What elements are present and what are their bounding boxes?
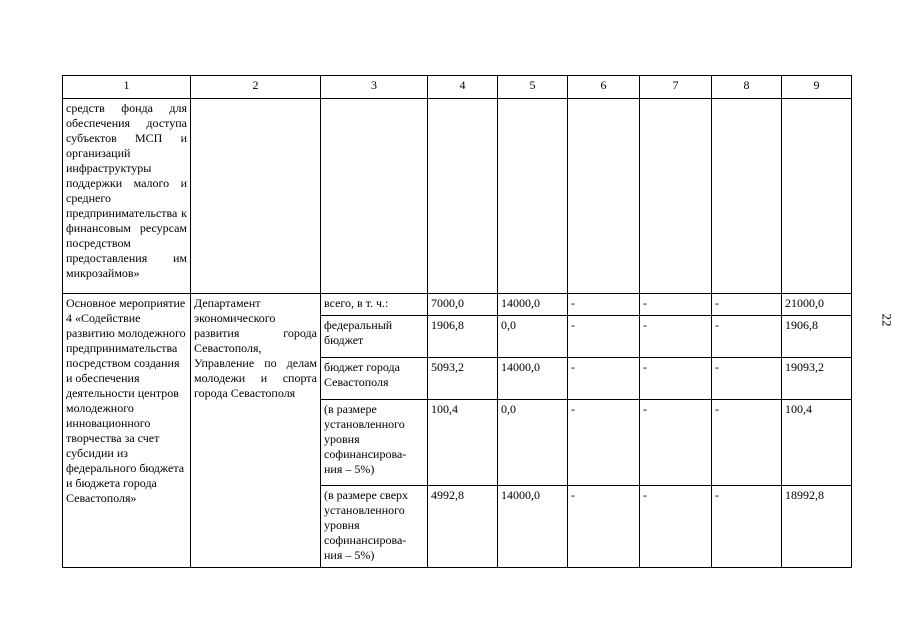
value-cell: 0,0 <box>498 400 568 486</box>
budget-table <box>62 75 852 568</box>
column-header: 7 <box>640 76 712 99</box>
continuation-text: средств фонда для обеспечения доступа субъектов МСП и организаций инфраструктуры поддержки малого и среднего предпринимательства к финансовым ресурсам посредством предоставления им микрозаймов» <box>63 99 191 294</box>
funding-source: (в размере сверх установленного уровня софинансирова-ния – 5%) <box>321 486 428 568</box>
column-header: 1 <box>63 76 191 99</box>
empty-cell <box>640 99 712 294</box>
empty-cell <box>191 99 321 294</box>
empty-cell <box>712 99 782 294</box>
empty-cell <box>321 99 428 294</box>
value-cell: - <box>568 358 640 400</box>
value-cell: - <box>640 316 712 358</box>
column-header: 4 <box>428 76 498 99</box>
empty-cell <box>568 99 640 294</box>
value-cell: - <box>568 486 640 568</box>
table-row <box>63 294 852 316</box>
value-cell: 100,4 <box>782 400 852 486</box>
value-cell: - <box>640 294 712 316</box>
column-header: 6 <box>568 76 640 99</box>
continuation-row <box>63 99 852 294</box>
value-cell: - <box>568 316 640 358</box>
empty-cell <box>782 99 852 294</box>
column-header: 5 <box>498 76 568 99</box>
value-cell: 5093,2 <box>428 358 498 400</box>
value-cell: 100,4 <box>428 400 498 486</box>
value-cell: 4992,8 <box>428 486 498 568</box>
value-cell: 21000,0 <box>782 294 852 316</box>
column-header: 3 <box>321 76 428 99</box>
value-cell: - <box>712 316 782 358</box>
value-cell: 1906,8 <box>428 316 498 358</box>
page-number: 22 <box>879 313 895 327</box>
value-cell: - <box>568 400 640 486</box>
funding-source: (в размере установленного уровня софинансирова-ния – 5%) <box>321 400 428 486</box>
empty-cell <box>498 99 568 294</box>
value-cell: - <box>640 358 712 400</box>
empty-cell <box>428 99 498 294</box>
column-header: 2 <box>191 76 321 99</box>
value-cell: 7000,0 <box>428 294 498 316</box>
value-cell: 0,0 <box>498 316 568 358</box>
header-row <box>63 76 852 99</box>
value-cell: 1906,8 <box>782 316 852 358</box>
value-cell: - <box>712 486 782 568</box>
value-cell: - <box>712 358 782 400</box>
column-header: 8 <box>712 76 782 99</box>
value-cell: - <box>640 486 712 568</box>
value-cell: 14000,0 <box>498 486 568 568</box>
value-cell: - <box>712 400 782 486</box>
funding-source: бюджет города Севастополя <box>321 358 428 400</box>
measure-executor: Департамент экономического развития города Севастополя, Управление по делам молодежи и спорта города Севастополя <box>191 294 321 568</box>
value-cell: - <box>640 400 712 486</box>
funding-source: всего, в т. ч.: <box>321 294 428 316</box>
measure-title: Основное мероприятие 4 «Содействие развитию молодежного предпринимательства посредством создания и обеспечения деятельности центров молодежного инновационного творчества за счет субсидии из федерального бюджета и бюджета города Севастополя» <box>63 294 191 568</box>
value-cell: 18992,8 <box>782 486 852 568</box>
value-cell: 14000,0 <box>498 294 568 316</box>
column-header: 9 <box>782 76 852 99</box>
value-cell: - <box>712 294 782 316</box>
value-cell: - <box>568 294 640 316</box>
funding-source: федеральный бюджет <box>321 316 428 358</box>
value-cell: 14000,0 <box>498 358 568 400</box>
value-cell: 19093,2 <box>782 358 852 400</box>
